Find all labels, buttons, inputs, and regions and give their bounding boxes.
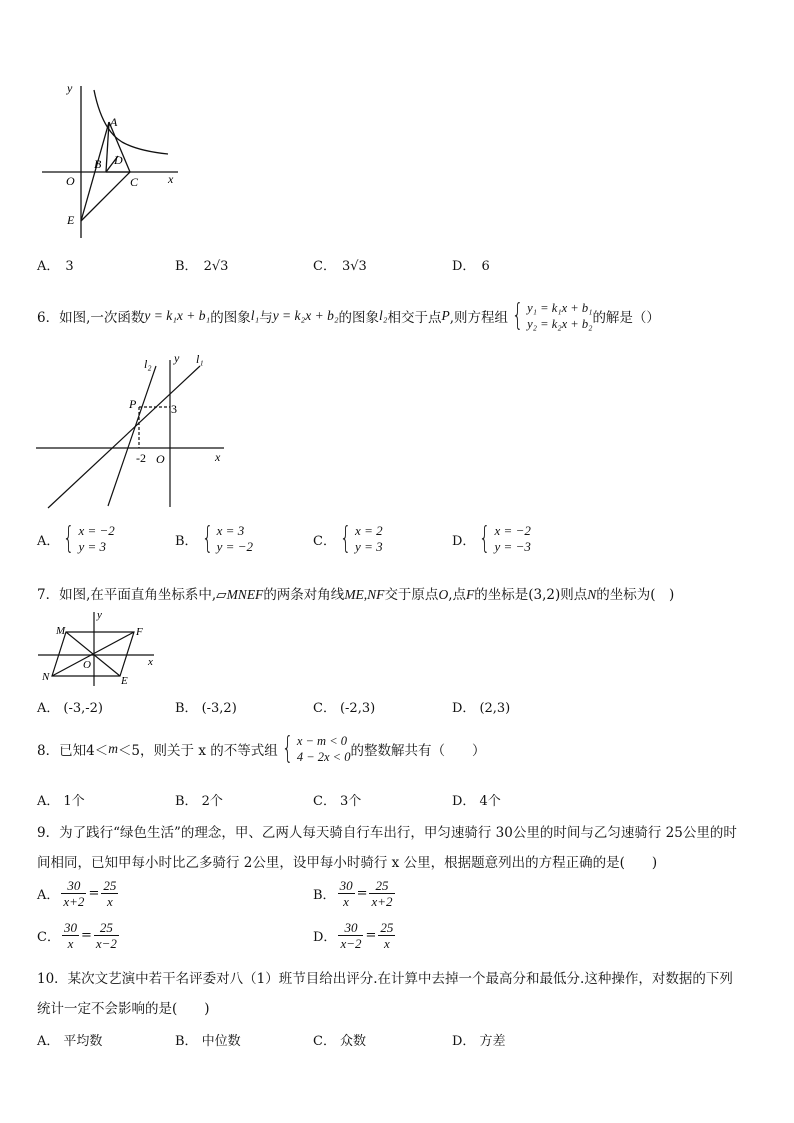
q9-question-line1: 9．为了践行“绿色生活”的理念，甲、乙两人每天骑自行车出行，甲匀速骑行 30公里的时间与乙匀速骑行 25公里的时 — [37, 825, 737, 841]
q7-label-f: F — [136, 626, 143, 638]
q6-question: 6． 如图,一次函数 y = k₁x + b₁ 的图象 l₁ 与 y = k₂x + b₂ 的图象 l₂ 相交于点 P ,则方程组 { y₁ = k₁x + b₁ y₂ = k₂x + b₂ 的解是（） — [37, 298, 660, 333]
q6-label-neg2: -2 — [136, 451, 146, 465]
q8-option-c[interactable]: C． 3个 — [313, 794, 362, 809]
q7-option-c[interactable]: C． (-2,3) — [313, 701, 376, 716]
q8-inequality-system: { x − m < 0 4 − 2x < 0 — [281, 731, 351, 766]
q10-question-line1: 10．某次文艺演中若干名评委对八（1）班节目给出评分.在计算中去掉一个最高分和最低分.这种操作，对数据的下列 — [37, 971, 733, 987]
q7-label-e: E — [121, 675, 128, 687]
q6-figure — [36, 350, 236, 510]
q6-label-y: y — [174, 351, 180, 365]
q7-label-x: x — [148, 656, 153, 668]
q7-figure — [36, 608, 161, 688]
q10-option-a[interactable]: A． 平均数 — [37, 1034, 103, 1049]
q6-option-b[interactable]: B． { x = 3 y = −2 — [175, 521, 253, 556]
q6-label-l1: l₁ — [196, 352, 204, 366]
q5-label-y: y — [67, 81, 73, 95]
q9-option-c[interactable]: C． $\frac{30}{x}$ = $\frac{25}{x-2}$ — [37, 920, 117, 951]
q8-option-a[interactable]: A． 1个 — [37, 794, 85, 809]
q9-option-a[interactable]: A． $\frac{30}{x+2}$ = $\frac{25}{x}$ — [37, 878, 117, 909]
q8-option-d[interactable]: D． 4个 — [452, 794, 501, 809]
q5-option-b[interactable]: B． 2√3 — [175, 259, 229, 274]
q5-label-x: x — [168, 172, 174, 186]
q5-label-d: D — [114, 153, 123, 167]
q7-question: 7．如图,在平面直角坐标系中,▱MNEF的两条对角线ME,NF交于原点O,点F的坐标是(3,2)则点N的坐标为( ) — [37, 587, 675, 603]
q7-label-m: M — [56, 625, 66, 637]
q6-label-3: 3 — [171, 402, 177, 416]
q7-label-y: y — [97, 609, 102, 621]
q6-label-o: O — [156, 452, 165, 466]
q5-label-e: E — [67, 213, 75, 227]
q10-question-line2: 统计一定不会影响的是( ) — [37, 1001, 210, 1017]
q6-option-a[interactable]: A． { x = −2 y = 3 — [37, 521, 115, 556]
q8-question: 8． 已知4＜ m ＜5，则关于 x 的不等式组 { x − m < 0 4 − 2x < 0 的整数解共有（ ） — [37, 731, 486, 766]
q5-option-a[interactable]: A． 3 — [37, 259, 74, 274]
q6-label-l2: l₂ — [144, 357, 152, 371]
q7-option-a[interactable]: A． (-3,-2) — [37, 701, 103, 716]
q6-equation-system: { y₁ = k₁x + b₁ y₂ = k₂x + b₂ — [511, 298, 593, 333]
q6-option-d[interactable]: D． { x = −2 y = −3 — [452, 521, 531, 556]
q5-label-o: O — [66, 174, 75, 188]
q6-label-x: x — [215, 450, 221, 464]
q7-option-b[interactable]: B． (-3,2) — [175, 701, 237, 716]
q9-question-line2: 间相同，已知甲每小时比乙多骑行 2公里，设甲每小时骑行 x 公里，根据题意列出的方程正确的是( ) — [37, 855, 658, 871]
q6-label-p: P — [129, 397, 137, 411]
q5-label-c: C — [130, 175, 139, 189]
q6-option-c[interactable]: C． { x = 2 y = 3 — [313, 521, 383, 556]
q7-label-n: N — [42, 671, 50, 683]
q7-option-d[interactable]: D． (2,3) — [452, 701, 511, 716]
q9-option-d[interactable]: D． $\frac{30}{x-2}$ = $\frac{25}{x}$ — [313, 920, 394, 951]
q7-label-o: O — [83, 659, 91, 671]
q10-option-c[interactable]: C． 众数 — [313, 1034, 366, 1049]
q8-option-b[interactable]: B． 2个 — [175, 794, 223, 809]
q5-label-a: A — [110, 115, 118, 129]
q9-option-b[interactable]: B． $\frac{30}{x}$ = $\frac{25}{x+2}$ — [313, 878, 393, 909]
q10-option-d[interactable]: D． 方差 — [452, 1034, 506, 1049]
q10-option-b[interactable]: B． 中位数 — [175, 1034, 241, 1049]
q5-option-d[interactable]: D． 6 — [452, 259, 490, 274]
q5-label-b: B — [94, 157, 102, 171]
q5-figure — [38, 78, 188, 243]
q5-option-c[interactable]: C． 3√3 — [313, 259, 367, 274]
